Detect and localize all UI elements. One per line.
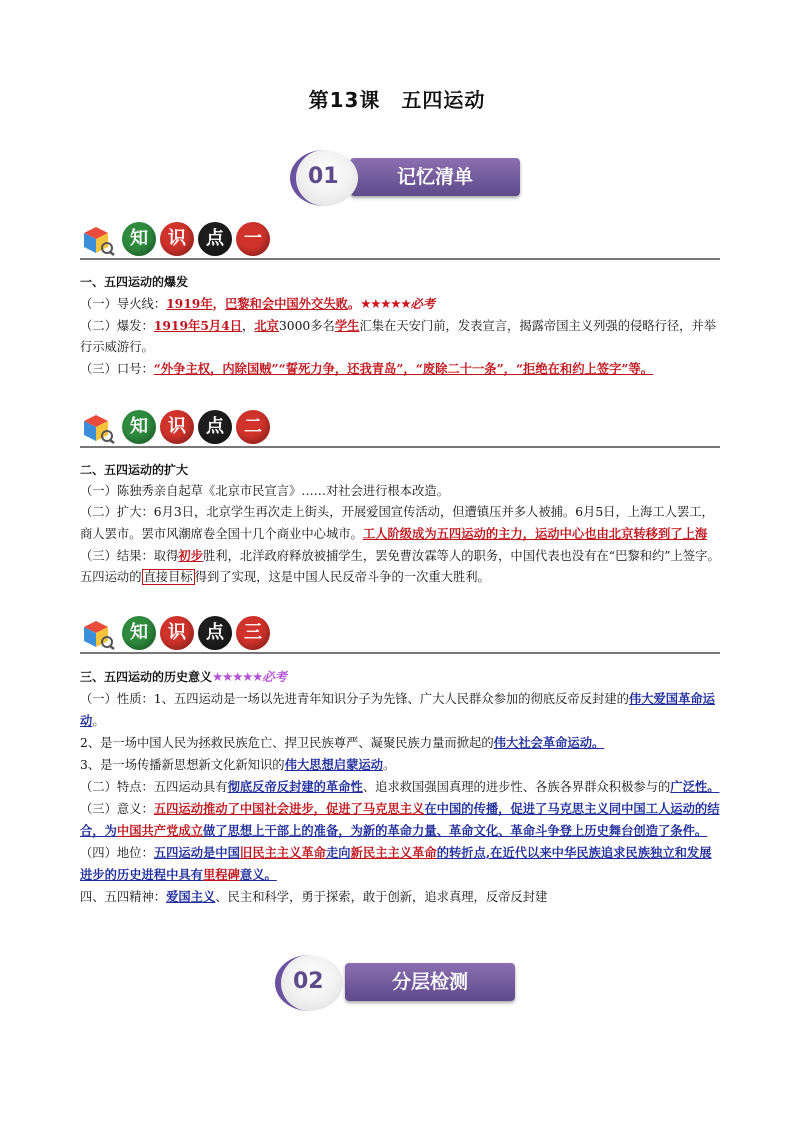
banner-number-badge: [275, 955, 343, 1011]
kp-number: 二: [236, 410, 270, 444]
cube-magnifier-icon: [80, 618, 116, 650]
kp-char-shi: 识: [160, 222, 194, 256]
text-line: 3、是一场传播新思想新文化新知识的伟大思想启蒙运动。: [80, 757, 396, 772]
divider: [80, 652, 720, 654]
kp-char-shi: 识: [160, 410, 194, 444]
star-rating: ★★★★★: [360, 297, 411, 311]
section-heading: 二、五四运动的扩大: [80, 463, 189, 477]
text-line: （三）结果：取得初步胜利，北洋政府释放被捕学生，罢免曹汝霖等人的职务，中国代表也没有在“巴黎和约”上签字。五四运动的 直接目标 得到了实现，这是中国人民反帝斗争的一次重大胜利。: [80, 548, 720, 584]
text-line: （三）意义：五四运动推动了中国社会进步，促进了马克思主义在中国的传播，促进了马克思主义同中国工人运动的结合，为中国共产党成立做了思想上干部上的准备，为新的革命力量、革命文化、革命斗争登上历史舞台创造了条件。: [80, 801, 720, 838]
section-heading: 一、五四运动的爆发: [80, 275, 189, 289]
section-banner-memory-list: [290, 150, 530, 210]
section-banner-layered-test: [275, 955, 525, 1015]
banner-number: 01: [308, 164, 339, 189]
kp-char-dian: 点: [198, 616, 232, 650]
kp-number: 三: [236, 616, 270, 650]
banner-number-badge: [290, 150, 358, 206]
cube-magnifier-icon: [80, 412, 116, 444]
kp-char-zhi: 知: [122, 222, 156, 256]
text-line: （二）爆发：1919年5月4日，北京3000多名学生汇集在天安门前，发表宣言，揭露帝国主义列强的侵略行径，并举行示威游行。: [80, 318, 717, 354]
text-line: 四、五四精神：爱国主义、民主和科学，勇于探索，敢于创新，追求真理，反帝反封建: [80, 889, 548, 904]
kp-number: 一: [236, 222, 270, 256]
text-line: （三）口号：“外争主权，内除国贼”“誓死力争，还我青岛”，“废除二十一条”，“拒绝在和约上签字”等。: [80, 361, 654, 376]
section-1-content: [80, 272, 720, 380]
knowledge-point-header-3: [80, 614, 720, 654]
kp-char-shi: 识: [160, 616, 194, 650]
text-line: 2、是一场中国人民为拯救民族危亡、捍卫民族尊严、凝聚民族力量而掀起的伟大社会革命运动。: [80, 735, 605, 750]
kp-char-dian: 点: [198, 222, 232, 256]
section-heading: 三、五四运动的历史意义★★★★★必考: [80, 669, 287, 684]
section-3-content: [80, 666, 720, 908]
banner-label: 记忆清单: [350, 158, 520, 196]
section-2-content: [80, 460, 720, 588]
text-line: （一）性质：1、五四运动是一场以先进青年知识分子为先锋、广大人民群众参加的彻底反帝反封建的伟大爱国革命运动。: [80, 691, 715, 728]
knowledge-point-header-2: [80, 408, 720, 448]
text-line: （一）导火线：1919年，巴黎和会中国外交失败。★★★★★必考: [80, 296, 435, 311]
kp-char-zhi: 知: [122, 410, 156, 444]
banner-label: 分层检测: [345, 963, 515, 1001]
text-line: （四）地位：五四运动是中国旧民主主义革命走向新民主主义革命的转折点,在近代以来中华民族追求民族独立和发展进步的历史进程中具有里程碑意义。: [80, 845, 712, 882]
kp-char-zhi: 知: [122, 616, 156, 650]
cube-magnifier-icon: [80, 224, 116, 256]
banner-number: 02: [293, 969, 324, 994]
kp-char-dian: 点: [198, 410, 232, 444]
divider: [80, 258, 720, 260]
text-line: （一）陈独秀亲自起草《北京市民宣言》……对社会进行根本改造。: [80, 484, 449, 498]
knowledge-point-header-1: [80, 220, 720, 260]
text-line: （二）扩大：6月3日，北京学生再次走上街头，开展爱国宣传活动，但遭镇压并多人被捕。6月5日，上海工人罢工，商人罢市。罢市风潮席卷全国十几个商业中心城市。工人阶级成为五四运动的主力，运动中心也由北京转移到了上海: [80, 505, 714, 541]
star-rating: ★★★★★: [212, 670, 263, 684]
divider: [80, 446, 720, 448]
text-line: （二）特点：五四运动具有彻底反帝反封建的革命性、追求救国强国真理的进步性、各族各界群众积极参与的广泛性。: [80, 779, 720, 794]
page-title: 第13课 五四运动: [308, 88, 486, 112]
